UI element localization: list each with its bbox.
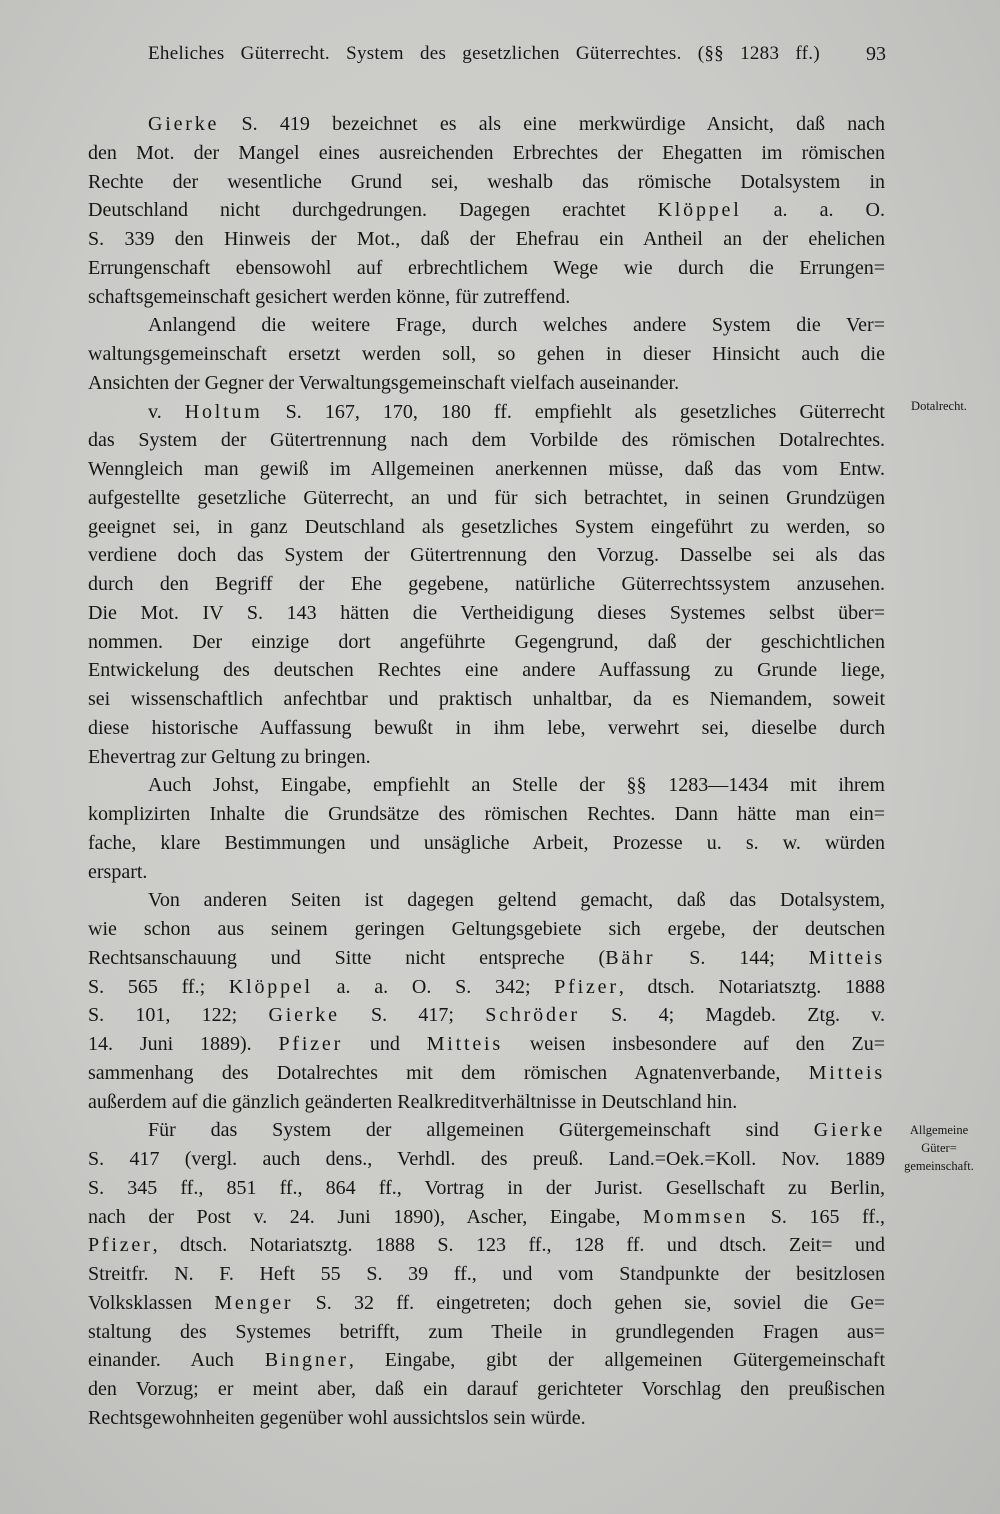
spaced-name: Pfizer: [88, 1234, 153, 1257]
text-line: durch den Begriff der Ehe gegebene, natürliche Güterrechtssystem anzusehen.: [88, 573, 885, 595]
text-line: geeignet sei, in ganz Deutschland als gesetzliches System eingeführt zu werden, so: [88, 515, 885, 538]
text-line: Rechte der wesentliche Grund sei, weshalb das römische Dotalsystem in: [88, 170, 885, 193]
text-line: verdiene doch das System der Gütertrennung den Vorzug. Dasselbe sei als das: [88, 544, 885, 567]
text-line: S. 339 den Hinweis der Mot., daß der Ehefrau ein Antheil an der ehelichen: [88, 228, 885, 250]
spaced-name: Schröder: [485, 1004, 580, 1027]
spaced-name: Gierke: [268, 1004, 340, 1027]
text-line: den Mot. der Mangel eines ausreichenden Erbrechtes der Ehegatten im römischen: [88, 141, 885, 164]
text-line: den Vorzug; er meint aber, daß ein darauf gerichteter Vorschlag den preußischen: [88, 1378, 885, 1400]
margin-note-line: Güter=: [921, 1141, 957, 1155]
text-line: Die Mot. IV S. 143 hätten die Vertheidigung dieses Systemes selbst über=: [88, 601, 885, 624]
margin-note-guetergemeinschaft: [893, 1121, 985, 1175]
paragraph: [88, 771, 885, 886]
text-line: Deutschland nicht durchgedrungen. Dagegen erachtet Klöppel a. a. O.: [88, 199, 885, 222]
margin-note-line: gemeinschaft.: [904, 1159, 974, 1173]
text-line: Ehevertrag zur Geltung zu bringen.: [88, 745, 371, 768]
text-line: S. 417 (vergl. auch dens., Verhdl. des preuß. Land.=Oek.=Koll. Nov. 1889: [88, 1148, 885, 1170]
text-line: wie schon aus seinem geringen Geltungsgebiete sich ergebe, der deutschen: [88, 918, 885, 940]
text-line: S. 565 ff.; Klöppel a. a. O. S. 342; Pfizer, dtsch. Notariatsztg. 1888: [88, 975, 885, 998]
text-line: Rechtsanschauung und Sitte nicht entspreche (Bähr S. 144; Mitteis: [88, 946, 885, 969]
text-line: sei wissenschaftlich anfechtbar und praktisch unhaltbar, da es Niemandem, soweit: [88, 688, 885, 710]
text-line: staltung des Systemes betrifft, zum Theile in grundlegenden Fragen aus=: [88, 1320, 885, 1343]
paragraph: [88, 886, 885, 1116]
text-line: Errungenschaft ebensowohl auf erbrechtlichem Wege wie durch die Errungen=: [88, 256, 885, 279]
text-line: Wenngleich man gewiß im Allgemeinen anerkennen müsse, daß das vom Entw.: [88, 458, 885, 480]
text-line: S. 345 ff., 851 ff., 864 ff., Vortrag in der Jurist. Gesellschaft zu Berlin,: [88, 1176, 885, 1199]
margin-note-line: Dotalrecht.: [911, 399, 967, 413]
text-line: Für das System der allgemeinen Gütergemeinschaft sind Gierke: [148, 1119, 885, 1142]
text-line: Volksklassen Menger S. 32 ff. eingetreten; doch gehen sie, soviel die Ge=: [88, 1291, 885, 1314]
text-line: S. 101, 122; Gierke S. 417; Schröder S. 4; Magdeb. Ztg. v.: [88, 1004, 885, 1027]
spaced-name: Gierke: [148, 113, 220, 135]
text-line: außerdem auf die gänzlich geänderten Realkreditverhältnisse in Deutschland hin.: [88, 1090, 738, 1113]
body-text: [88, 110, 885, 1433]
text-line: Rechtsgewohnheiten gegenüber wohl aussichtslos sein würde.: [88, 1406, 586, 1429]
spaced-name: Mitteis: [808, 1061, 885, 1084]
spaced-name: Mitteis: [426, 1033, 503, 1055]
paragraph: [88, 398, 885, 772]
paragraph: [88, 311, 885, 397]
text-line: nach der Post v. 24. Juni 1890), Ascher, Eingabe, Mommsen S. 165 ff.,: [88, 1205, 885, 1228]
text-line: Streitfr. N. F. Heft 55 S. 39 ff., und vom Standpunkte der besitzlosen: [88, 1263, 885, 1285]
text-line: aufgestellte gesetzliche Güterrecht, an und für sich betrachtet, in seinen Grundzügen: [88, 486, 885, 509]
text-line: sammenhang des Dotalrechtes mit dem römischen Agnatenverbande, Mitteis: [88, 1061, 885, 1084]
text-line: Ansichten der Gegner der Verwaltungsgemeinschaft vielfach auseinander.: [88, 371, 680, 394]
text-line: einander. Auch Bingner, Eingabe, gibt der allgemeinen Gütergemeinschaft: [88, 1349, 885, 1372]
spaced-name: Holtum: [184, 400, 263, 423]
spaced-name: Pfizer: [278, 1033, 344, 1055]
text-line: v. Holtum S. 167, 170, 180 ff. empfiehlt als gesetzliches Güterrecht: [148, 400, 885, 423]
spaced-name: Klöppel: [228, 975, 313, 998]
text-line: erspart.: [88, 860, 148, 883]
spaced-name: Pfizer: [554, 975, 619, 998]
text-line: fache, klare Bestimmungen und unsägliche Arbeit, Prozesse u. s. w. würden: [88, 831, 885, 854]
text-line: Pfizer, dtsch. Notariatsztg. 1888 S. 123 ff., 128 ff. und dtsch. Zeit= und: [88, 1234, 885, 1257]
paragraph: [88, 1116, 885, 1432]
text-line: waltungsgemeinschaft ersetzt werden soll, so gehen in dieser Hinsicht auch die: [88, 343, 885, 365]
spaced-name: Bingner: [264, 1349, 349, 1372]
text-line: nommen. Der einzige dort angeführte Gegengrund, daß der geschichtlichen: [88, 630, 885, 653]
text-line: Entwickelung des deutschen Rechtes eine andere Auffassung zu Grunde liege,: [88, 659, 885, 682]
text-line: komplizirten Inhalte die Grundsätze des römischen Rechtes. Dann hätte man ein=: [88, 803, 885, 825]
text-line: das System der Gütertrennung nach dem Vorbilde des römischen Dotalrechtes.: [88, 429, 885, 452]
text-line: Von anderen Seiten ist dagegen geltend gemacht, daß das Dotalsystem,: [148, 889, 885, 912]
running-title: Eheliches Güterrecht. System des gesetzlichen Güterrechtes. (§§ 1283 ff.): [148, 43, 820, 64]
margin-note-dotalrecht: [893, 397, 985, 415]
text-line: schaftsgemeinschaft gesichert werden könne, für zutreffend.: [88, 285, 571, 308]
spaced-name: Mommsen: [642, 1205, 749, 1228]
paragraph: [88, 110, 885, 311]
spaced-name: Klöppel: [657, 199, 742, 222]
spaced-name: Menger: [214, 1291, 294, 1314]
text-line: Anlangend die weitere Frage, durch welches andere System die Ver=: [148, 314, 885, 337]
spaced-name: Mitteis: [808, 946, 885, 969]
spaced-name: Gierke: [813, 1119, 885, 1142]
page-number: 93: [866, 43, 886, 65]
text-line: diese historische Auffassung bewußt in ihm lebe, verwehrt sei, dieselbe durch: [88, 716, 885, 739]
text-line: Auch Johst, Eingabe, empfiehlt an Stelle der §§ 1283—1434 mit ihrem: [148, 774, 885, 797]
text-line: 14. Juni 1889). Pfizer und Mitteis weisen insbesondere auf den Zu=: [88, 1033, 885, 1055]
text-line: Gierke S. 419 bezeichnet es als eine merkwürdige Ansicht, daß nach: [148, 113, 885, 135]
margin-note-line: Allgemeine: [909, 1123, 969, 1137]
spaced-name: Bähr: [605, 946, 656, 969]
